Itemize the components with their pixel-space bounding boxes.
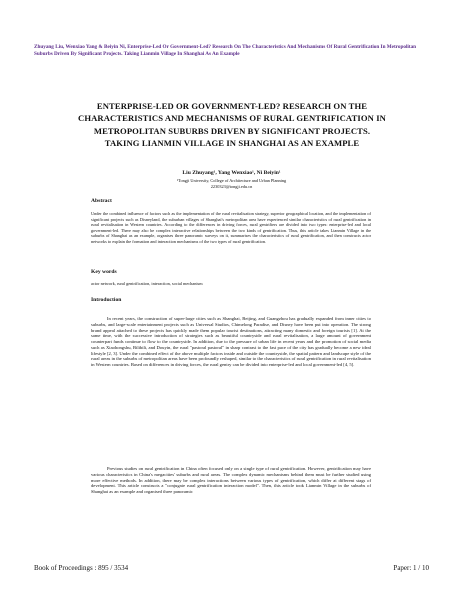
abstract-heading: Abstract bbox=[91, 198, 112, 204]
affiliation: ¹Tongji University, College of Architecture and Urban Planning bbox=[176, 178, 287, 183]
abstract-body: Under the combined influence of factors such as the implementation of the rural revitalisation strategy, superior geographical location, and the implementation of significant projects such as Disneyland, the suburban villages of Shanghai's metropolitan area have experienced similar characteristics of rural gentrification in rural revitalisation in Western countries. According to the differences in driving forces, rural gentrifiers are divided into two types: enterprise-led and local government-led. There may also be complex interactive relationships between the two kinds of gentrification. Thus, this article takes Lianmin Village in the suburbs of Shanghai as an example, organises three panoramic surveys on it, summarises the characteristics of rural gentrification, and then constructs actor networks to explain the formation and interaction mechanisms of the two types of rural gentrification. bbox=[91, 211, 371, 244]
introduction-heading: Introduction bbox=[91, 297, 122, 303]
footer-proceedings: Book of Proceedings : 895 / 3534 bbox=[34, 564, 129, 572]
introduction-paragraph-2: Previous studies on rural gentrification in China often focused only on a single type of rural gentrification. However, gentrification may have various characteristics in China's megacities' suburbs and rural areas. The complex dynamic mechanisms behind them must be further studied using more effective methods. In addition, there may be complex interactions between various types of gentrification, which differ at different stags of development. This article constructs a "conjugate rural gentrification interaction model". Then, this article took Lianmin Village in the suburbs of Shanghai as an example and organised three panoramic bbox=[91, 466, 371, 494]
author-email: 2230323@tongji.edu.cn bbox=[210, 184, 253, 189]
paper-title: ENTERPRISE-LED OR GOVERNMENT-LED? RESEARCH ON THE CHARACTERISTICS AND MECHANISMS OF RURAL GENTRIFICATION IN METROPOLITAN SUBURBS DRIVEN BY SIGNIFICANT PROJECTS. TAKING LIANMIN VILLAGE IN SHANGHAI AS AN EXAMPLE bbox=[78, 101, 386, 149]
keywords-body: actor network, rural gentrification, interaction, social mechanism bbox=[91, 281, 203, 286]
running-header: Zhuyang Liu, Wenxiao Yang & Beiyin Ni, Enterprise-Led Or Government-Led? Research On The Characteristics And Mechanisms Of Rural Gentrification In Metropolitan Suburbs Driven By Significant Projects. Taking Lianmin Village In Shanghai As An Example bbox=[34, 44, 417, 57]
author-list: Liu Zhuyang¹, Yang Wenxiao¹, Ni Beiyin¹ bbox=[182, 170, 281, 176]
keywords-heading: Key words bbox=[91, 269, 117, 275]
introduction-paragraph-1: In recent years, the construction of super-large cities such as Shanghai, Beijing, and Guangzhou has gradually expanded from inner cities to suburbs, and large-scale entertainment projects such as Universal Studios, Chimelong Paradise, and Disney have been put into operation. The strong brand appeal attached to these projects has quickly made them popular tourist destinations, attracting many domestic and foreign tourists [1]. At the same time, with the successive introduction of strategies such as beautiful countryside and rural revitalisation, a large amount of government counterpart funds continue to flow to the countryside. In addition, due to the pressure of urban life in recent years and the promotion of social media such as Xiaohongshu, Bilibili, and Douyin, the rural "pastoral pastoral" in sharp contrast to the fast pace of the city has gradually become a new ideal lifestyle [2, 3]. Under the combined effect of the above multiple factors inside and outside the countryside, the spatial pattern and landscape style of the rural areas in the suburbs of metropolitan areas have been profoundly reshaped, similar to the characteristics of rural gentrification in rural revitalisation in Western countries. Based on differences in driving forces, the rural gentry can be divided into enterprise-led and local government-led [4, 5]. bbox=[91, 316, 371, 367]
affiliation-block bbox=[0, 178, 463, 190]
footer-page-number: Paper: 1 / 10 bbox=[393, 564, 429, 572]
